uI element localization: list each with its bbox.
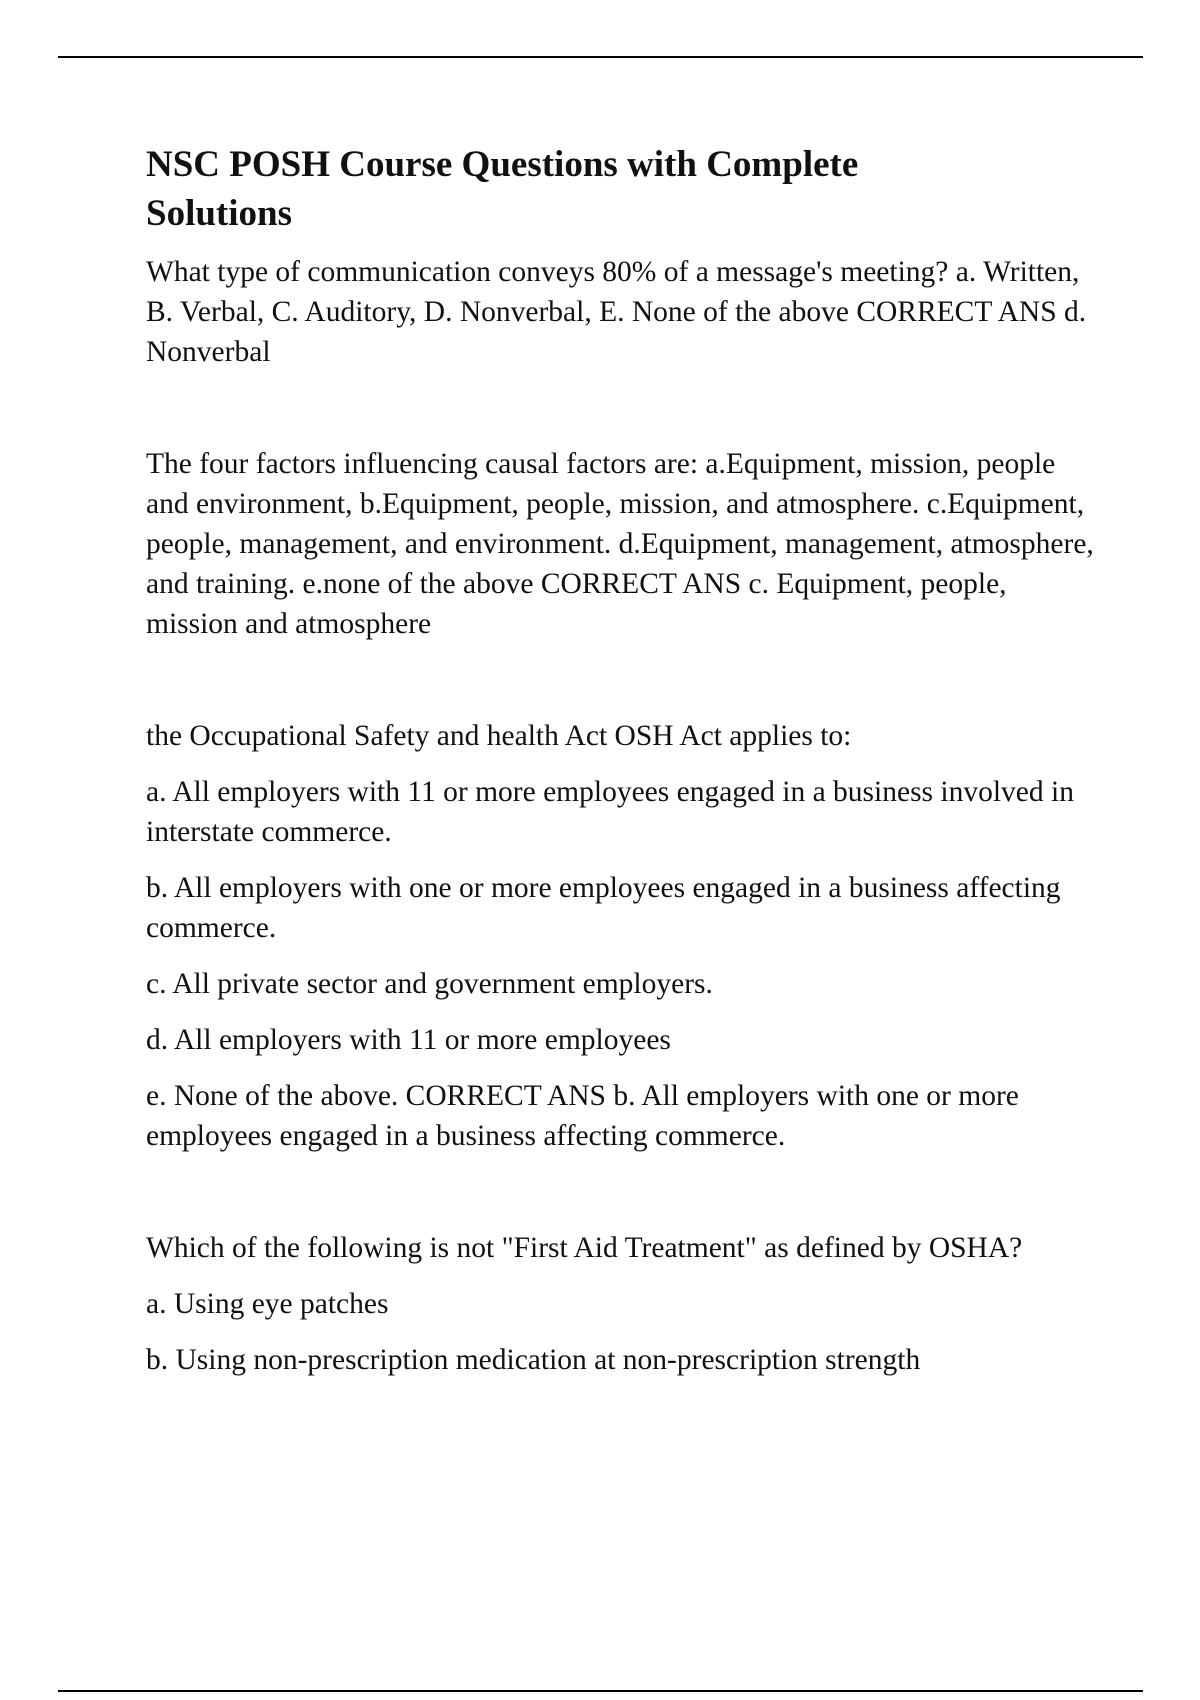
question-text: The four factors influencing causal factors are: a.Equipment, mission, people and environment, b.Equipment, people, mission, and atmosphere. c.Equipment, people, management, and environment. d.Equipment, management, atmosphere, and training. e.none of the above CORRECT ANS c. Equipment, people, mission and atmosphere	[146, 448, 1094, 640]
answer-option: a. Using eye patches	[146, 1288, 389, 1320]
answer-option: e. None of the above. CORRECT ANS b. All employers with one or more employees engaged in a business affecting commerce.	[146, 1080, 1019, 1152]
question-block-2	[146, 444, 1101, 644]
document-title: NSC POSH Course Questions with Complete Solutions	[146, 144, 859, 234]
question-block-3	[146, 716, 1101, 1156]
answer-option: b. All employers with one or more employees engaged in a business affecting commerce.	[146, 872, 1061, 944]
question-text: the Occupational Safety and health Act OSH Act applies to:	[146, 720, 852, 752]
question-block-4	[146, 1228, 1101, 1380]
answer-option: a. All employers with 11 or more employees engaged in a business involved in interstate commerce.	[146, 776, 1074, 848]
question-block-1	[146, 252, 1101, 372]
answer-option: b. Using non-prescription medication at non-prescription strength	[146, 1344, 921, 1376]
answer-option: d. All employers with 11 or more employees	[146, 1024, 671, 1056]
answer-option: c. All private sector and government employers.	[146, 968, 713, 1000]
question-text: Which of the following is not "First Aid Treatment" as defined by OSHA?	[146, 1232, 1023, 1264]
header-rule	[58, 56, 1143, 58]
document-body	[146, 140, 1101, 1380]
footer-rule	[58, 1690, 1143, 1692]
question-text: What type of communication conveys 80% of a message's meeting? a. Written, B. Verbal, C. Auditory, D. Nonverbal, E. None of the above CORRECT ANS d. Nonverbal	[146, 256, 1087, 368]
